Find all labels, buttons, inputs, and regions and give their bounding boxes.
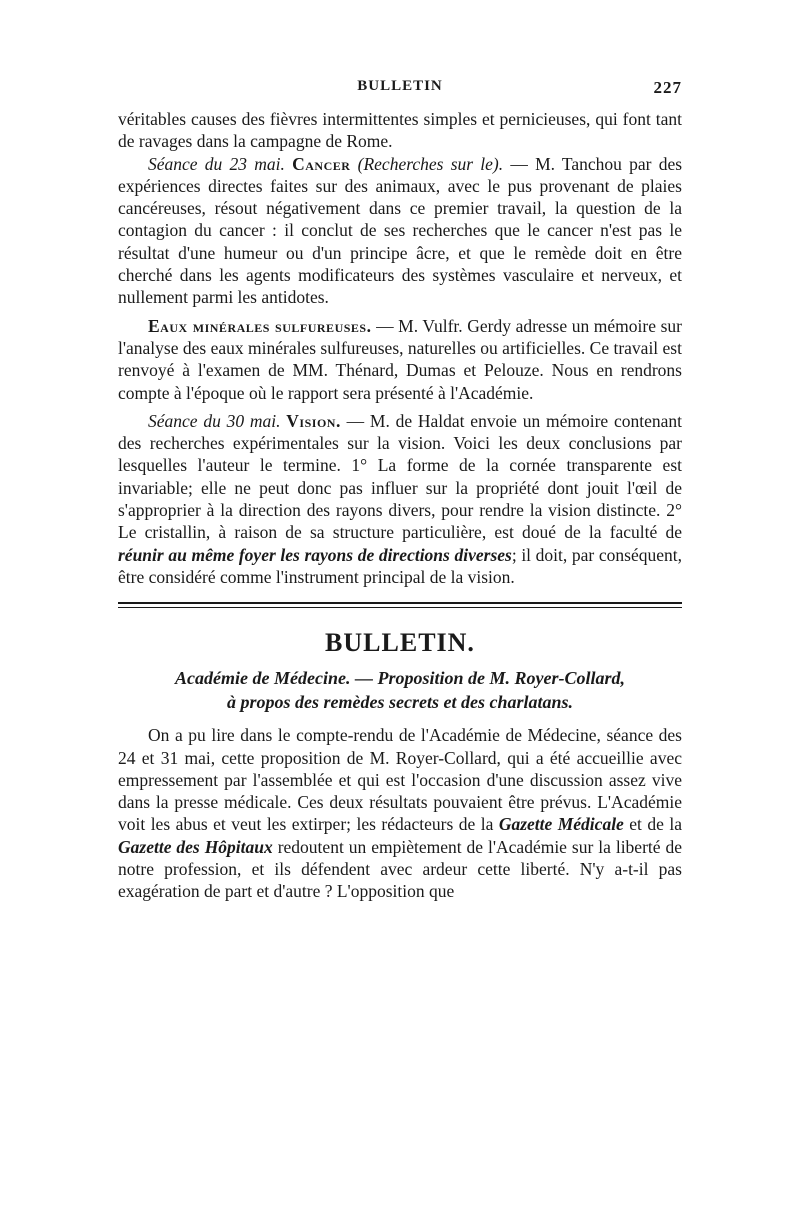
subheading-line: Académie de Médecine. — Proposition de M. Royer-Collard, xyxy=(175,668,625,689)
paragraph-text: et de la xyxy=(623,814,682,835)
running-title: BULLETIN xyxy=(357,78,443,94)
paragraph-text: — M. de Haldat envoie un mémoire contenant des recherches expérimentales sur la vision. Voici les deux conclusions par lesquelles l'auteur le termine. 1° La forme de la cornée transparente est invariable; elle ne peut donc pas influer sur la propriété dont jouit l'œil de s'approprier à la direction des rayons divers, pour rendre la vision distincte. 2° Le cristallin, à raison de sa structure particulière, est doué de la faculté de xyxy=(118,410,682,543)
subheading-line: à propos des remèdes secrets et des charlatans. xyxy=(227,692,573,713)
paragraph-mineral-waters xyxy=(118,315,682,404)
paragraph-vision xyxy=(118,410,682,588)
topic-heading: Eaux minérales sulfureuses. xyxy=(148,315,372,336)
paragraph-cancer xyxy=(118,153,682,309)
paragraph-royer-collard xyxy=(118,724,682,902)
journal-title: Gazette des Hôpitaux xyxy=(118,836,273,857)
emphasized-phrase: réunir au même foyer les rayons de directions diverses xyxy=(118,544,512,565)
paragraph-text: ; il doit, par conséquent, être considéré comme l'instrument principal de la vision. xyxy=(118,544,682,587)
paragraph-text: redoutent un empiètement de l'Académie sur la liberté de notre profession, et ils défendent avec ardeur cette liberté. N'y a-t-il pas exagération de part et d'autre ? L'opposition que xyxy=(118,836,682,902)
section-title: BULLETIN. xyxy=(325,628,475,658)
divider-thick-rule xyxy=(118,602,682,604)
paragraph-text: — M. Tanchou par des expériences directes faites sur des animaux, avec le pus provenant de plaies cancéreuses, résout négativement dans ce premier travail, la question de la contagion du cancer : il conclut de ses recherches que le cancer n'est pas le résultat d'une humeur ou d'un principe âcre, et que le remède doit en être cherché dans les agents modificateurs des systèmes vasculaire et nerveux, et nullement parmi les antidotes. xyxy=(118,153,683,308)
page-number: 227 xyxy=(653,78,682,97)
session-date: Séance du 23 mai. xyxy=(148,153,285,174)
topic-heading: Cancer xyxy=(292,153,351,174)
section-subheading xyxy=(118,666,682,714)
running-header xyxy=(118,78,682,108)
topic-subheading: (Recherches sur le). xyxy=(357,153,504,174)
paragraph-fevers xyxy=(118,108,682,153)
session-date: Séance du 30 mai. xyxy=(148,410,281,431)
paragraph-text: véritables causes des fièvres intermittentes simples et pernicieuses, qui font tant de ravages dans la campagne de Rome. xyxy=(118,109,682,152)
divider-thin-rule xyxy=(118,607,682,608)
journal-title: Gazette Médicale xyxy=(498,814,624,835)
section-divider xyxy=(118,602,682,608)
paragraph-text: — M. Vulfr. Gerdy adresse un mémoire sur l'analyse des eaux minérales sulfureuses, naturelles ou artificielles. Ce travail est renvoyé à l'examen de MM. Thénard, Dumas et Pelouze. Nous en rendrons compte à l'époque où le rapport sera présenté à l'Académie. xyxy=(118,315,682,403)
paragraph-text: On a pu lire dans le compte-rendu de l'Académie de Médecine, séance des 24 et 31 mai, cette proposition de M. Royer-Collard, qui a été accueillie avec empressement par l'assemblée et qui est l'occasion d'une discussion assez vive dans la presse médicale. Ces deux résultats pouvaient être prévus. L'Académie voit les abus et veut les extirper; les rédacteurs de la xyxy=(118,725,682,835)
topic-heading: Vision. xyxy=(286,410,341,431)
